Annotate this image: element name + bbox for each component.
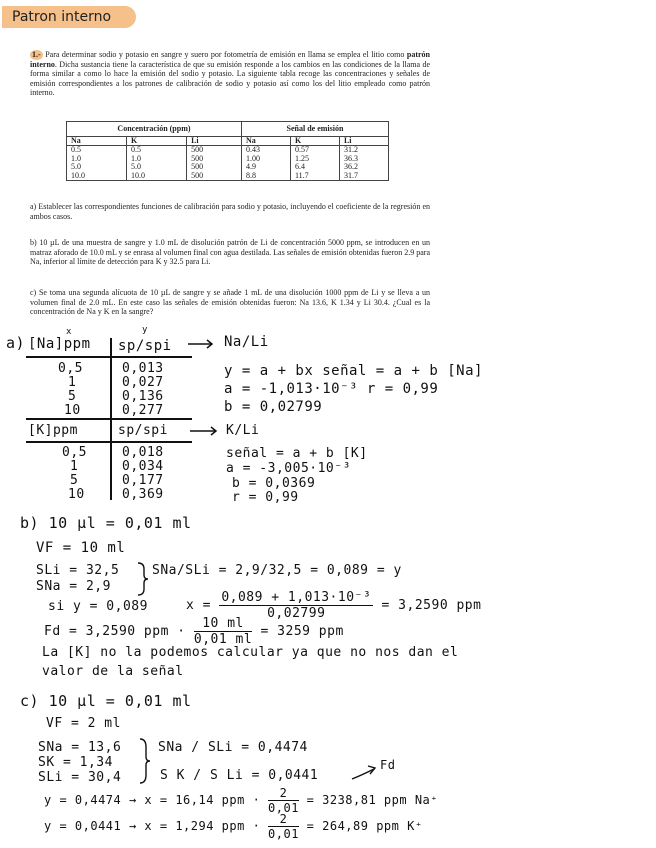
- table-col: Na: [241, 137, 290, 146]
- table-row: [67, 155, 389, 163]
- hw-b4-den: 0,02799: [267, 606, 326, 621]
- hw-b-label: b) 10 µl = 0,01 ml: [20, 514, 192, 532]
- table-cell: 1.0: [67, 155, 127, 163]
- question-c: c) Se toma una segunda alícuota de 10 µL de sangre y se añade 1 mL de una disolución 1000 ppm de Li y se lleva a un volumen final de 2.0 mL. En este caso las señales de emisión obtenidas fueron: Na 13.6, K 1.34 y Li 30.4. ¿Cual es la concentración de Na y K en la sangre?: [30, 288, 430, 317]
- hw-k-x-val: 10: [68, 487, 85, 502]
- page-title: Patron interno: [2, 6, 136, 28]
- table-col: Li: [339, 137, 388, 146]
- hw-eq3: b = 0,02799: [224, 399, 323, 415]
- hw-k-head1: [K]ppm: [28, 423, 78, 438]
- hw-k-x-val: 5: [70, 473, 79, 488]
- hw-k-y-val: 0,177: [122, 473, 164, 488]
- hw-b5-frac: [194, 616, 252, 647]
- table-group-signal: Señal de emisión: [241, 122, 388, 137]
- question-a: a) Establecer las correspondientes funciones de calibración para sodio y potasio, incluyendo el coeficiente de la regresión en ambos casos.: [30, 202, 430, 221]
- hw-x-mark: x: [66, 327, 72, 337]
- hw-c5-frac: [268, 786, 299, 815]
- hw-c1: VF = 2 ml: [46, 716, 121, 731]
- table-cell: 0.43: [241, 146, 290, 155]
- hw-na-head2: sp/spi: [118, 338, 172, 354]
- hw-na-y-val: 0,136: [122, 389, 164, 404]
- table-cell: 5.0: [67, 163, 127, 171]
- hw-k-x: [62, 446, 87, 502]
- table-cell: 5.0: [127, 163, 187, 171]
- hw-c5: y = 0,4474 → x = 16,14 ppm ·: [44, 793, 261, 807]
- hw-divider: [26, 418, 192, 420]
- table-cell: 500: [187, 163, 242, 171]
- table-cell: 0.5: [127, 146, 187, 155]
- hw-eq2: a = -1,013·10⁻³ r = 0,99: [224, 381, 439, 397]
- hw-na-x-val: 10: [64, 403, 81, 418]
- table-cell: 36.3: [339, 155, 388, 163]
- hw-c5-num: 2: [268, 786, 299, 801]
- hw-a-label: a): [6, 334, 26, 352]
- hw-b4-res: = 3,2590 ppm: [381, 598, 482, 613]
- hw-c-r2: S K / S Li = 0,0441: [160, 768, 319, 783]
- hw-k-x-val: 1: [70, 459, 79, 474]
- hw-na-y-val: 0,013: [122, 361, 164, 376]
- hw-b5: Fd = 3,2590 ppm ·: [44, 624, 186, 639]
- hw-c-r1: SNa / SLi = 0,4474: [158, 740, 308, 755]
- hw-b5-fraction: [44, 616, 344, 647]
- hw-b4-num: 0,089 + 1,013·10⁻³: [221, 590, 372, 605]
- hw-c4: SLi = 30,4: [38, 770, 122, 785]
- hw-c5-line: [44, 786, 438, 815]
- table-cell: 500: [187, 172, 242, 181]
- hw-k-x-val: 0,5: [62, 445, 87, 460]
- hw-b4: si y = 0,089: [48, 599, 148, 614]
- table-col: K: [290, 137, 339, 146]
- hw-b3: SNa = 2,9: [36, 579, 111, 594]
- hw-b6: La [K] no la podemos calcular ya que no nos dan el: [42, 645, 459, 660]
- hw-c6-den: 0,01: [268, 827, 299, 841]
- hw-header-rule-k: [26, 441, 192, 443]
- table-cell: 1.25: [290, 155, 339, 163]
- table-cell: 500: [187, 146, 242, 155]
- table-cell: 1.00: [241, 155, 290, 163]
- hw-k-y: [122, 446, 164, 502]
- hw-k-y-val: 0,369: [122, 487, 164, 502]
- hw-header-rule: [26, 356, 192, 358]
- hw-k-head2: sp/spi: [118, 423, 168, 438]
- table-cell: 31.2: [339, 146, 388, 155]
- hw-b5-res: = 3259 ppm: [260, 624, 344, 639]
- table-col: Li: [187, 137, 242, 146]
- problem-statement: [30, 50, 430, 98]
- table-cell: 31.7: [339, 172, 388, 181]
- hw-na-x: [58, 362, 83, 418]
- table-cell: 6.4: [290, 163, 339, 171]
- hw-b2: SLi = 32,5: [36, 563, 120, 578]
- hw-keq3: b = 0,0369: [232, 476, 316, 491]
- table-cell: 8.8: [241, 172, 290, 181]
- hw-na-ratio: Na/Li: [224, 334, 269, 350]
- hw-k-y-val: 0,034: [122, 459, 164, 474]
- hw-c3: SK = 1,34: [38, 755, 113, 770]
- table-cell: 11.7: [290, 172, 339, 181]
- hw-na-head1: [Na]ppm: [28, 336, 91, 352]
- hw-b1: VF = 10 ml: [36, 540, 126, 556]
- hw-c-fd: Fd: [380, 758, 396, 772]
- hw-b5-den: 0,01 ml: [193, 632, 253, 647]
- hw-keq1: señal = a + b [K]: [226, 446, 368, 461]
- hw-keq4: r = 0,99: [232, 490, 299, 505]
- table-cell: 10.0: [67, 172, 127, 181]
- hw-c2: SNa = 13,6: [38, 740, 122, 755]
- hw-c6-frac: [268, 812, 299, 841]
- table-row: [67, 146, 389, 155]
- hw-k-ratio: K/Li: [226, 423, 260, 438]
- hw-keq2: a = -3,005·10⁻³: [226, 461, 351, 476]
- table-cell: 10.0: [127, 172, 187, 181]
- hw-eq1: y = a + bx señal = a + b [Na]: [224, 363, 483, 379]
- hw-b7: valor de la señal: [42, 664, 184, 679]
- hw-b5-num: 10 ml: [194, 616, 252, 632]
- hw-na-y-val: 0,277: [122, 403, 164, 418]
- hw-b4-x: x =: [186, 598, 211, 613]
- problem-text-a: Para determinar sodio y potasio en sangre y suero por fotometría de emisión en llama se emplea el litio como: [45, 50, 407, 59]
- hw-na-y: [122, 362, 164, 418]
- table-col: Na: [67, 137, 127, 146]
- hw-na-x-val: 1: [68, 375, 77, 390]
- question-b: b) 10 µL de una muestra de sangre y 1.0 mL de disolución patrón de Li de concentración 5000 ppm, se introducen en un matraz aforado de 10.0 mL y se enrasa al volumen final con agua destilada. Las señales de emisión obtenidas fueron 2.9 para Na, inferior al límite de detección para K y 32.5 para Li.: [30, 238, 431, 267]
- hw-c6: y = 0,0441 → x = 1,294 ppm ·: [44, 819, 261, 833]
- problem-number: 1.-: [32, 50, 41, 59]
- table-col: K: [127, 137, 187, 146]
- table-cell: 0.5: [67, 146, 127, 155]
- table-cell: 36.2: [339, 163, 388, 171]
- hw-c5-den: 0,01: [268, 801, 299, 815]
- hw-k-y-val: 0,018: [122, 445, 164, 460]
- calibration-table: [66, 121, 389, 181]
- hw-c6-num: 2: [268, 812, 299, 827]
- hw-na-x-val: 0,5: [58, 361, 83, 376]
- table-cell: 1.0: [127, 155, 187, 163]
- hw-c6-res: = 264,89 ppm K⁺: [306, 819, 423, 833]
- hw-y-mark: y: [142, 325, 148, 335]
- table-cell: 4.9: [241, 163, 290, 171]
- problem-text-b: . Dicha sustancia tiene la característica de que su emisión responde a los cambios en las condiciones de la llama de forma similar a como lo hace la emisión del sodio y potasio. La siguiente tabla recoge las concentraciones y señales de emisión correspondientes a los patrones de calibración de sodio y potasio así como los del litio empleado como patrón interno.: [30, 59, 430, 98]
- hw-c5-res: = 3238,81 ppm Na⁺: [306, 793, 438, 807]
- hw-b-ratio: SNa/SLi = 2,9/32,5 = 0,089 = y: [152, 563, 402, 578]
- hw-c-label: c) 10 µl = 0,01 ml: [20, 692, 192, 710]
- table-cell: 500: [187, 155, 242, 163]
- table-cell: 0.57: [290, 146, 339, 155]
- table-group-concentration: Concentración (ppm): [67, 122, 242, 137]
- hw-na-x-val: 5: [68, 389, 77, 404]
- table-row: [67, 172, 389, 181]
- problem-bold: patrón interno: [30, 50, 431, 69]
- table-row: [67, 163, 389, 171]
- hw-c6-line: [44, 812, 423, 841]
- hw-na-y-val: 0,027: [122, 375, 164, 390]
